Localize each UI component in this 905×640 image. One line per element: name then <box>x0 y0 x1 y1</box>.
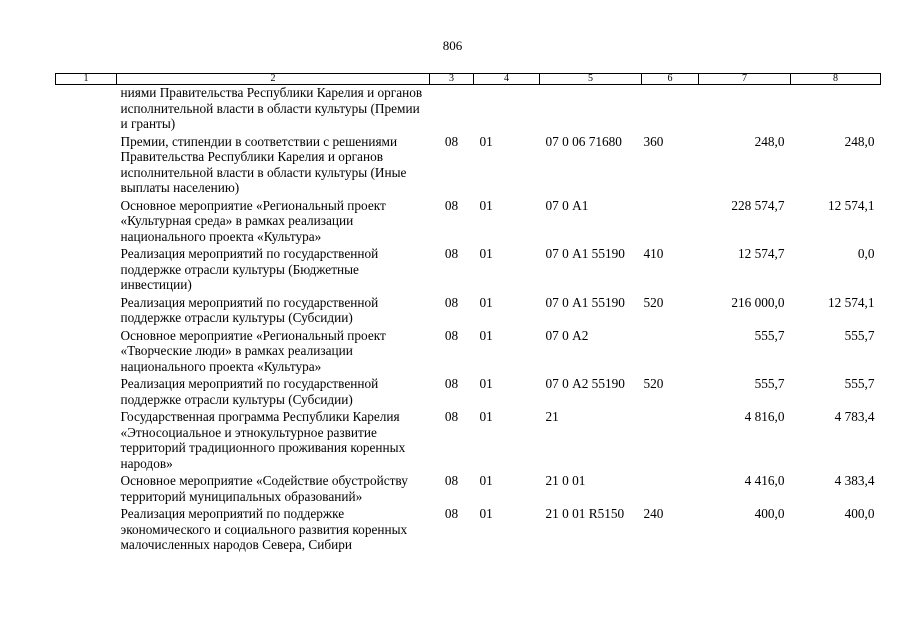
target-code: 07 0 А2 <box>545 327 589 343</box>
sum-year-2: 400,0 <box>844 506 875 521</box>
subsection-code: 01 <box>479 473 493 488</box>
target-code: 07 0 А2 55190 <box>545 376 625 391</box>
column-number-6: 6 <box>642 74 699 85</box>
expense-type-code: 520 <box>643 376 664 391</box>
sum-year-1: 400,0 <box>754 506 785 521</box>
table-row <box>56 409 881 473</box>
page-number: 806 <box>442 38 463 53</box>
subsection-code: 01 <box>479 294 493 310</box>
target-code: 21 0 01 <box>545 473 586 488</box>
sum-year-2: 555,7 <box>844 327 875 343</box>
column-number-1: 1 <box>56 74 117 85</box>
row-number-cell <box>56 198 117 247</box>
item-name: Основное мероприятие «Региональный проект «Творческие люди» в рамках реализации национального проекта «Культура» <box>120 327 386 374</box>
section-code: 08 <box>444 133 459 149</box>
expense-type-code <box>642 409 699 473</box>
target-code: 21 <box>545 409 559 424</box>
table-row <box>56 506 881 555</box>
sum-year-1: 4 816,0 <box>744 409 785 424</box>
item-name: ниями Правительства Республики Карелия и органов исполнительной власти в области культуры (Премии и гранты) <box>120 85 423 131</box>
row-number-cell <box>56 295 117 328</box>
sum-year-2: 12 574,1 <box>827 294 875 310</box>
column-number-8: 8 <box>791 74 881 85</box>
item-name: Премии, стипендии в соответствии с решениями Правительства Республики Карелия и органов исполнительной власти в области культуры (Иные выплаты населению) <box>120 133 407 195</box>
expense-type-code <box>642 473 699 506</box>
row-number-cell <box>56 246 117 295</box>
sum-year-2: 248,0 <box>844 133 875 149</box>
item-name: Государственная программа Республики Карелия «Этносоциальное и этнокультурное развитие территорий традиционного проживания коренных народов» <box>120 409 406 471</box>
subsection-code: 01 <box>479 327 493 343</box>
sum-year-1 <box>699 85 791 134</box>
section-code: 08 <box>444 197 459 213</box>
sum-year-2: 4 783,4 <box>834 409 875 424</box>
target-code: 07 0 06 71680 <box>545 133 622 149</box>
row-number-cell <box>56 506 117 555</box>
item-name: Реализация мероприятий по государственной поддержке отрасли культуры (Субсидии) <box>120 376 379 407</box>
item-name: Основное мероприятие «Содействие обустройству территорий муниципальных образований» <box>120 473 408 504</box>
row-number-cell <box>56 376 117 409</box>
section-code: 08 <box>444 506 459 521</box>
subsection-code: 01 <box>479 506 493 521</box>
target-code: 07 0 А1 55190 <box>545 246 625 261</box>
sum-year-2: 0,0 <box>857 246 875 261</box>
expense-type-code <box>642 328 699 377</box>
sum-year-1: 228 574,7 <box>731 197 785 213</box>
section-code: 08 <box>444 409 459 424</box>
expense-type-code: 240 <box>643 506 664 521</box>
table-row <box>56 376 881 409</box>
table-row <box>56 246 881 295</box>
table-row <box>56 85 881 134</box>
table-row <box>56 295 881 328</box>
column-number-3: 3 <box>430 74 474 85</box>
subsection-code: 01 <box>479 197 493 213</box>
row-number-cell <box>56 328 117 377</box>
table-row <box>56 328 881 377</box>
sum-year-1: 555,7 <box>754 376 785 391</box>
subsection-code <box>474 85 540 134</box>
sum-year-2: 4 383,4 <box>834 473 875 488</box>
target-code: 07 0 А1 <box>545 197 589 213</box>
row-number-cell <box>56 85 117 134</box>
budget-table <box>55 73 881 555</box>
section-code <box>430 85 474 134</box>
item-name: Реализация мероприятий по государственной поддержке отрасли культуры (Бюджетные инвестиции) <box>120 246 379 292</box>
expense-type-code: 520 <box>643 294 664 310</box>
column-number-4: 4 <box>474 74 540 85</box>
item-name: Реализация мероприятий по поддержке экономического и социального развития коренных малочисленных народов Севера, Сибири <box>120 506 408 552</box>
expense-type-code <box>642 198 699 247</box>
subsection-code: 01 <box>479 246 493 261</box>
table-row <box>56 198 881 247</box>
target-code: 21 0 01 R5150 <box>545 506 625 521</box>
target-code <box>540 85 642 134</box>
column-number-5: 5 <box>540 74 642 85</box>
expense-type-code: 360 <box>643 133 664 149</box>
section-code: 08 <box>444 294 459 310</box>
table-header <box>56 74 881 85</box>
table-row <box>56 473 881 506</box>
sum-year-1: 555,7 <box>754 327 785 343</box>
sum-year-1: 12 574,7 <box>737 246 785 261</box>
target-code: 07 0 А1 55190 <box>545 294 625 310</box>
column-number-2: 2 <box>117 74 430 85</box>
section-code: 08 <box>444 327 459 343</box>
sum-year-2: 555,7 <box>844 376 875 391</box>
subsection-code: 01 <box>479 133 493 149</box>
sum-year-1: 248,0 <box>754 133 785 149</box>
table-row <box>56 134 881 198</box>
expense-type-code <box>642 85 699 134</box>
column-number-7: 7 <box>699 74 791 85</box>
section-code: 08 <box>444 246 459 261</box>
sum-year-1: 216 000,0 <box>731 294 785 310</box>
sum-year-1: 4 416,0 <box>744 473 785 488</box>
table-body <box>56 85 881 555</box>
column-number-row <box>56 74 881 85</box>
section-code: 08 <box>444 376 459 391</box>
row-number-cell <box>56 409 117 473</box>
item-name: Основное мероприятие «Региональный проект «Культурная среда» в рамках реализации национального проекта «Культура» <box>120 197 386 244</box>
row-number-cell <box>56 134 117 198</box>
subsection-code: 01 <box>479 376 493 391</box>
row-number-cell <box>56 473 117 506</box>
sum-year-2: 12 574,1 <box>827 197 875 213</box>
sum-year-2 <box>791 85 881 134</box>
item-name: Реализация мероприятий по государственной поддержке отрасли культуры (Субсидии) <box>120 294 379 325</box>
section-code: 08 <box>444 473 459 488</box>
subsection-code: 01 <box>479 409 493 424</box>
expense-type-code: 410 <box>643 246 664 261</box>
